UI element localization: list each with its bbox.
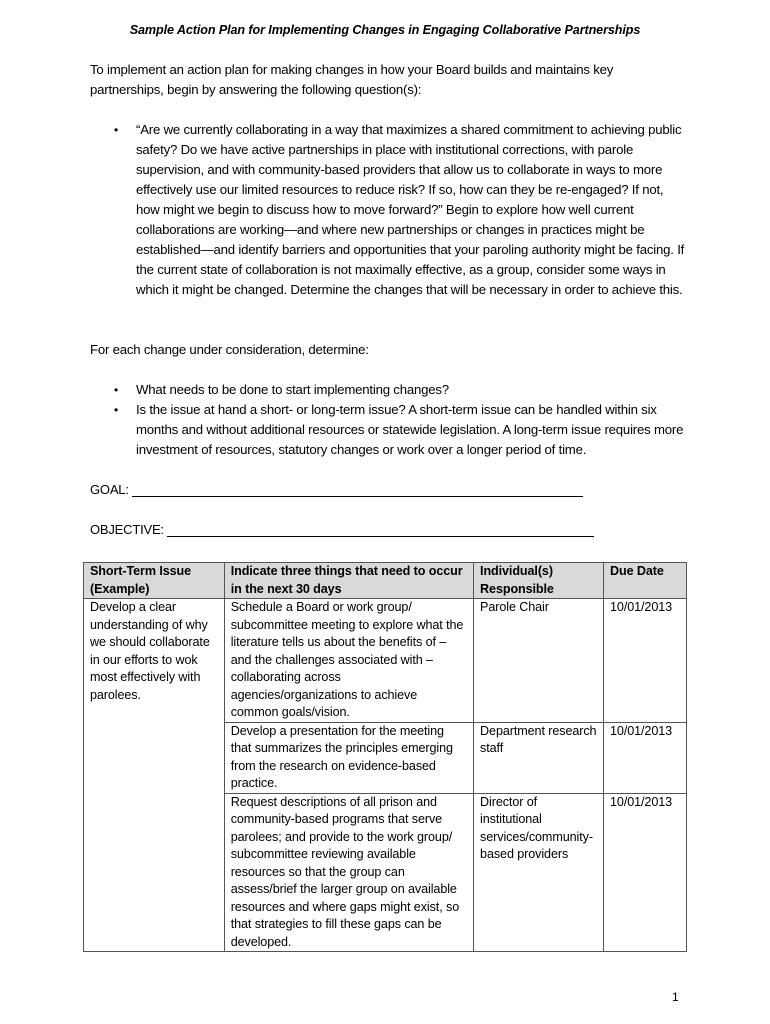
action-cell: Request descriptions of all prison and community-based programs that serve parolees; and provide to the work group/ subcommittee reviewing available resources so that the group can assess/brief the larger group on available resources and where gaps might exist, so that strategies to fill these gaps can be developed. [224, 793, 473, 952]
header-responsible: Individual(s) Responsible [474, 563, 604, 599]
header-due-date: Due Date [604, 563, 687, 599]
action-cell: Schedule a Board or work group/ subcommittee meeting to explore what the literature tells us about the benefits of – and the challenges associated with – collaborating across agencies/organizations to achieve common goals/vision. [224, 599, 473, 723]
determine-bullet-list [90, 380, 690, 460]
question-bullet [90, 120, 690, 300]
bullet-icon: • [114, 383, 119, 397]
responsible-cell: Parole Chair [474, 599, 604, 723]
goal-input-line[interactable] [132, 482, 583, 497]
bullet-icon: • [114, 123, 119, 137]
goal-label: GOAL: [90, 482, 129, 497]
bullet-icon: • [114, 403, 119, 417]
action-cell: Develop a presentation for the meeting that summarizes the principles emerging from the research on evidence-based practice. [224, 722, 473, 793]
responsible-cell: Department research staff [474, 722, 604, 793]
due-date-cell: 10/01/2013 [604, 722, 687, 793]
determine-bullet [90, 400, 690, 460]
objective-label: OBJECTIVE: [90, 522, 164, 537]
intro-paragraph: To implement an action plan for making changes in how your Board builds and maintains key partnerships, begin by answering the following question(s): [90, 62, 614, 97]
determine-text: Is the issue at hand a short- or long-term issue? A short-term issue can be handled within six months and without additional resources or statewide legislation. A long-term issue requires more investment of resources, statutory changes or work over a longer period of time. [136, 402, 684, 457]
header-three-things: Indicate three things that need to occur in the next 30 days [224, 563, 473, 599]
document-title: Sample Action Plan for Implementing Changes in Engaging Collaborative Partnerships [129, 23, 641, 37]
responsible-cell: Director of institutional services/community-based providers [474, 793, 604, 952]
due-date-cell: 10/01/2013 [604, 599, 687, 723]
objective-input-line[interactable] [167, 522, 594, 537]
header-short-term-issue: Short-Term Issue (Example) [84, 563, 225, 599]
question-bullet-list [90, 120, 690, 300]
action-plan-table [83, 562, 687, 952]
determine-heading: For each change under consideration, determine: [90, 342, 369, 357]
table-header-row [84, 563, 687, 599]
determine-bullet [90, 380, 690, 400]
page-number: 1 [672, 990, 679, 1004]
issue-cell: Develop a clear understanding of why we should collaborate in our efforts to wok most effectively with parolees. [84, 599, 225, 952]
objective-field [90, 522, 594, 537]
due-date-cell: 10/01/2013 [604, 793, 687, 952]
table-row [84, 599, 687, 723]
goal-field [90, 482, 583, 497]
determine-text: What needs to be done to start implementing changes? [136, 382, 449, 397]
question-text: “Are we currently collaborating in a way that maximizes a shared commitment to achieving public safety? Do we have active partnerships in place with institutional corrections, with parole supervision, and with community-based providers that allow us to collaborate in ways to more effectively use our limited resources to reduce risk? If so, how can they be re-engaged? If not, how might we begin to discuss how to move forward?” Begin to explore how well current collaborations are working—and where new partnerships or changes in practices might be established—and identify barriers and opportunities that your paroling authority might be facing. If the current state of collaboration is not maximally effective, as a group, consider some ways in which it might be changed. Determine the changes that will be necessary in order to achieve this. [136, 122, 685, 297]
